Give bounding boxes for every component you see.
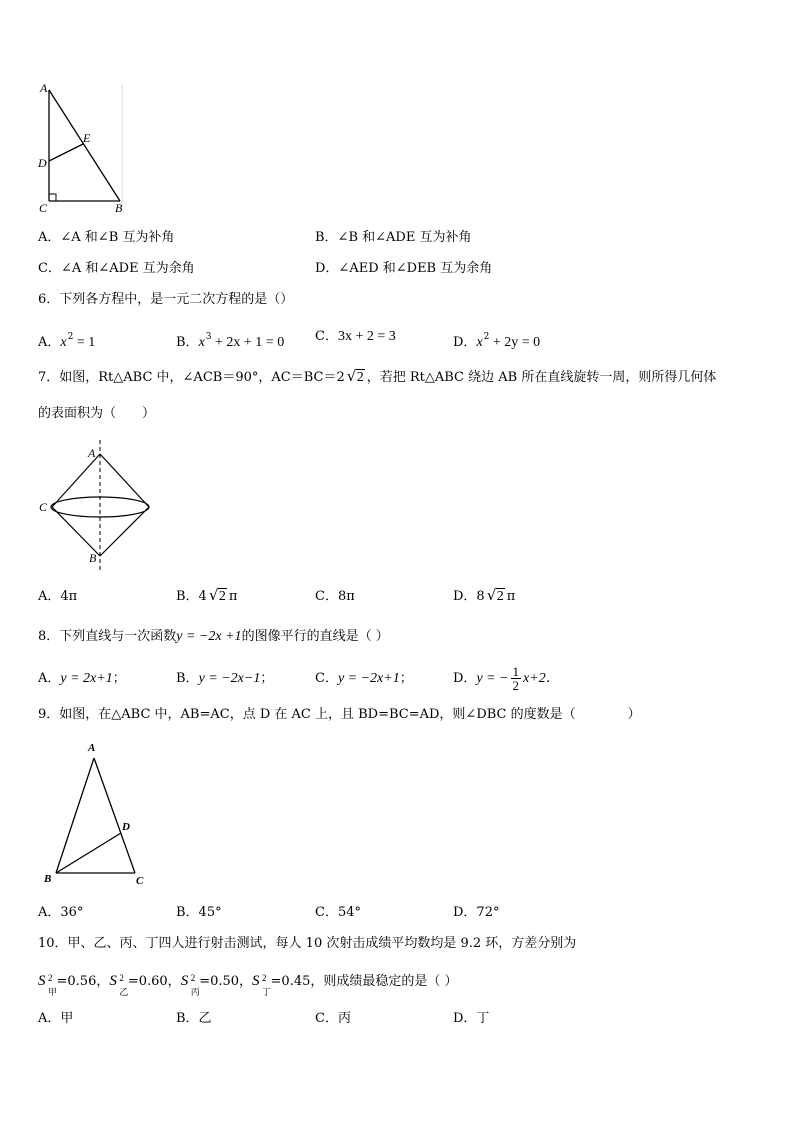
q6-d-exp: 2 — [483, 332, 490, 342]
q7-stem-root: 2 — [356, 370, 364, 385]
q6-option-d — [453, 328, 540, 352]
q9-option-c: C．54° — [315, 905, 361, 920]
cone-edge-cb — [52, 507, 100, 556]
cone-edge-b-right — [100, 507, 149, 556]
right-angle-mark — [49, 194, 56, 201]
label-c: C — [39, 500, 48, 514]
var-value: =0.60， — [127, 974, 181, 989]
label-c: C — [136, 875, 144, 887]
q7-double-cone-figure — [34, 438, 158, 576]
q5-option-d: D．∠AED 和∠DEB 互为余角 — [315, 261, 493, 276]
q10-stem: 10．甲、乙、丙、丁四人进行射击测试，每人 10 次射击成绩平均数均是 9.2 环，方差分别为 — [38, 936, 577, 951]
label-d: D — [38, 156, 47, 170]
q6-a-exp: 2 — [67, 332, 74, 342]
q6-a-rest: = 1 — [73, 335, 96, 350]
q8-d-num: 1 — [512, 664, 520, 679]
var-sub: 甲 — [48, 987, 58, 997]
q10-option-c: C．丙 — [315, 1011, 351, 1026]
q10-tail: ，则成绩最稳定的是（ ） — [310, 974, 458, 989]
sqrt-symbol: √ 2 — [346, 367, 364, 385]
label-d: D — [122, 821, 130, 833]
q6-c-expr: 3x + 2 = 3 — [337, 329, 396, 344]
q8-d-den: 2 — [512, 678, 520, 693]
label-b: B — [115, 201, 123, 215]
q8-a-expr: y = 2x+1 — [60, 671, 113, 686]
q5-right-triangle-figure — [30, 78, 140, 218]
var-s: S — [252, 973, 260, 989]
q8-stem — [38, 628, 389, 646]
q6-b-label: B． — [176, 335, 199, 350]
var-s: S — [38, 973, 46, 989]
cone-edge-ac — [52, 454, 100, 507]
q6-option-b — [176, 328, 284, 352]
q8-option-d — [453, 662, 560, 696]
segment-de — [49, 144, 83, 161]
q8-a-label: A． — [38, 671, 61, 686]
q6-a-var: x — [60, 335, 67, 350]
q8-c-expr: y = −2x+1 — [337, 671, 400, 686]
label-e: E — [83, 131, 91, 145]
var-s: S — [109, 973, 117, 989]
q7-stem-line1 — [38, 369, 716, 387]
q6-a-label: A． — [38, 335, 61, 350]
var-s: S — [180, 973, 189, 989]
segment-ab — [49, 90, 120, 201]
q7-option-c: C．8π — [315, 589, 355, 604]
var-value: =0.50， — [199, 974, 253, 989]
q10-option-b: B．乙 — [176, 1011, 212, 1026]
var-sub: 丁 — [262, 987, 272, 997]
q7-b-root: 2 — [218, 589, 226, 604]
q8-b-expr: y = −2x−1 — [198, 671, 261, 686]
label-c: C — [39, 201, 48, 215]
q6-c-label: C． — [315, 329, 338, 344]
q8-a-end: ； — [112, 671, 126, 686]
q6-option-a — [38, 328, 95, 352]
q10-option-a: A．甲 — [38, 1011, 74, 1026]
q8-stem-post: 的图像平行的直线是（ ） — [241, 629, 389, 644]
q6-b-rest: + 2x + 1 = 0 — [211, 335, 285, 350]
q7-option-d — [453, 588, 515, 606]
variance-symbol — [109, 973, 129, 997]
q7-stem-line2: 的表面积为（ ） — [38, 406, 156, 421]
q9-option-b: B．45° — [176, 905, 222, 920]
var-value: =0.45 — [270, 974, 311, 989]
label-b: B — [44, 873, 52, 885]
q8-b-end: ； — [260, 671, 274, 686]
q6-d-rest: + 2y = 0 — [489, 335, 541, 350]
variance-symbol — [252, 973, 272, 997]
cone-edge-a-right — [100, 454, 149, 507]
q7-option-a: A．4π — [38, 589, 78, 604]
q10-variances — [38, 971, 458, 997]
q7-option-b — [176, 588, 237, 606]
q8-b-label: B． — [176, 671, 199, 686]
q8-option-c — [315, 670, 413, 688]
q6-b-var: x — [198, 335, 205, 350]
q10-option-d: D．丁 — [453, 1011, 490, 1026]
q5-option-a: A．∠A 和∠B 互为补角 — [38, 230, 175, 245]
segment-ac — [94, 758, 135, 873]
fraction-one-half — [511, 665, 522, 692]
q9-stem: 9．如图，在△ABC 中，AB=AC，点 D 在 AC 上，且 BD=BC=AD，则∠DBC 的度数是（ ） — [38, 707, 641, 722]
var-sup: 2 — [262, 973, 267, 983]
q9-isosceles-triangle-figure — [38, 738, 158, 892]
q7-stem-pre: 7．如图，Rt△ABC 中，∠ACB＝90°，AC＝BC＝2 — [38, 370, 345, 385]
label-a: A — [88, 742, 96, 754]
q7-b-label: B．4 — [176, 589, 207, 604]
segment-ab — [56, 758, 94, 873]
label-b: B — [89, 551, 97, 565]
q8-option-b — [176, 670, 273, 688]
q6-stem: 6．下列各方程中，是一元二次方程的是（） — [38, 292, 294, 307]
sqrt-symbol: √ 2 — [208, 586, 226, 604]
variance-symbol — [38, 973, 58, 997]
label-a: A — [40, 81, 48, 95]
variance-symbol — [180, 973, 200, 997]
q8-d-pre: y = − — [476, 671, 509, 686]
q8-stem-expr: y = −2x +1 — [176, 629, 242, 644]
segment-bd — [56, 833, 121, 873]
q6-option-c — [315, 328, 396, 346]
q9-option-d: D．72° — [453, 905, 500, 920]
q8-d-post: x+2． — [523, 671, 560, 686]
q8-stem-pre: 8．下列直线与一次函数 — [38, 629, 177, 644]
sqrt-symbol: √ 2 — [486, 586, 504, 604]
var-sup: 2 — [48, 973, 53, 983]
var-value: =0.56， — [56, 974, 110, 989]
q7-d-label: D．8 — [453, 589, 485, 604]
var-sub: 丙 — [190, 987, 200, 997]
q7-d-tail: π — [506, 589, 516, 604]
var-sup: 2 — [119, 973, 124, 983]
q6-d-var: x — [476, 335, 483, 350]
q8-c-label: C． — [315, 671, 338, 686]
q5-option-b: B．∠B 和∠ADE 互为补角 — [315, 230, 472, 245]
var-sup: 2 — [190, 973, 196, 983]
q6-b-exp: 3 — [205, 332, 212, 342]
q6-d-label: D． — [453, 335, 477, 350]
q7-stem-post: ，若把 Rt△ABC 绕边 AB 所在直线旋转一周，则所得几何体 — [366, 370, 717, 385]
label-a: A — [88, 446, 96, 460]
q8-option-a — [38, 670, 126, 688]
q7-b-tail: π — [228, 589, 238, 604]
q7-d-root: 2 — [496, 589, 504, 604]
q9-option-a: A．36° — [38, 905, 84, 920]
var-sub: 乙 — [119, 987, 129, 997]
q8-d-label: D． — [453, 671, 477, 686]
q5-option-c: C．∠A 和∠ADE 互为余角 — [38, 261, 195, 276]
q8-c-end: ； — [399, 671, 413, 686]
